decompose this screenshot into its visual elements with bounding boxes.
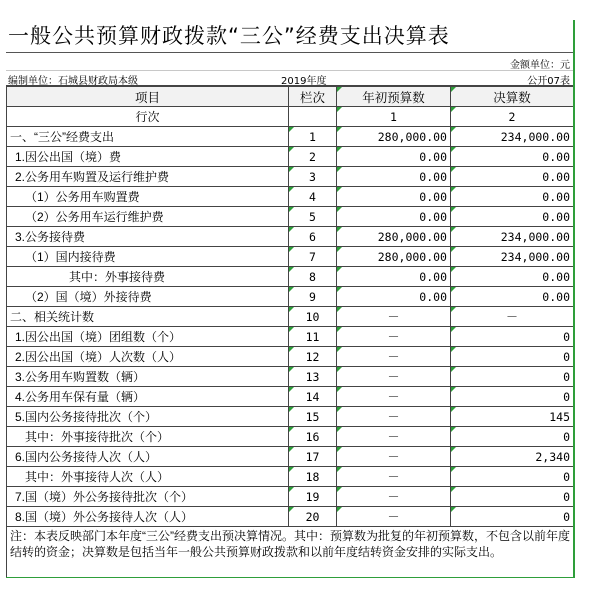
row-item: （2）公务用车运行维护费 — [7, 207, 289, 227]
row-col-no: 4 — [289, 187, 337, 207]
row-final: 234,000.00 — [451, 247, 574, 267]
row-budget: － — [337, 347, 451, 367]
meta-row — [6, 71, 573, 86]
row-final: 0.00 — [451, 207, 574, 227]
table-row — [7, 287, 574, 307]
row-budget: － — [337, 387, 451, 407]
row-item: 1.因公出国（境）费 — [7, 147, 289, 167]
row-col-no: 5 — [289, 207, 337, 227]
row-item: 4.公务用车保有量（辆） — [7, 387, 289, 407]
report-title: 一般公共预算财政拨款“三公”经费支出决算表 — [6, 20, 573, 53]
footnote: 注：本表反映部门本年度“三公”经费支出预决算情况。其中：预算数为批复的年初预算数，不包含以前年度结转的资金；决算数是包括当年一般公共预算财政拨款和以前年度结转资金安排的实际支出。 — [6, 527, 574, 578]
row-budget: － — [337, 447, 451, 467]
table-row — [7, 267, 574, 287]
index-row-empty — [289, 107, 337, 127]
row-item: 2.公务用车购置及运行维护费 — [7, 167, 289, 187]
header-budget: 年初预算数 — [337, 87, 451, 107]
row-final: 0.00 — [451, 147, 574, 167]
row-col-no: 13 — [289, 367, 337, 387]
row-col-no: 7 — [289, 247, 337, 267]
row-col-no: 11 — [289, 327, 337, 347]
row-budget: 0.00 — [337, 287, 451, 307]
row-final: － — [451, 307, 574, 327]
table-row — [7, 347, 574, 367]
index-row-label: 行次 — [7, 107, 289, 127]
row-col-no: 3 — [289, 167, 337, 187]
row-budget: － — [337, 327, 451, 347]
row-budget: － — [337, 407, 451, 427]
row-item: 2.因公出国（境）人次数（人） — [7, 347, 289, 367]
row-budget: － — [337, 507, 451, 527]
table-row — [7, 167, 574, 187]
amount-unit-row — [6, 53, 573, 71]
row-final: 0.00 — [451, 187, 574, 207]
table-row — [7, 407, 574, 427]
row-col-no: 12 — [289, 347, 337, 367]
table-row — [7, 187, 574, 207]
table-row — [7, 467, 574, 487]
row-final: 0.00 — [451, 167, 574, 187]
table-row — [7, 127, 574, 147]
row-final: 0 — [451, 347, 574, 367]
row-final: 0 — [451, 467, 574, 487]
expenditure-table — [6, 86, 574, 527]
row-budget: 0.00 — [337, 207, 451, 227]
row-item: 其中：外事接待费 — [7, 267, 289, 287]
frame-border-bottom — [6, 577, 575, 578]
index-row-budget: 1 — [337, 107, 451, 127]
row-col-no: 2 — [289, 147, 337, 167]
row-item: 8.国（境）外公务接待人次（人） — [7, 507, 289, 527]
table-row — [7, 227, 574, 247]
row-col-no: 16 — [289, 427, 337, 447]
row-budget: － — [337, 467, 451, 487]
row-item: 7.国（境）外公务接待批次（个） — [7, 487, 289, 507]
row-item: 二、相关统计数 — [7, 307, 289, 327]
row-budget: － — [337, 427, 451, 447]
row-final: 0 — [451, 427, 574, 447]
row-col-no: 15 — [289, 407, 337, 427]
row-item: 6.国内公务接待人次（人） — [7, 447, 289, 467]
row-budget: 0.00 — [337, 187, 451, 207]
row-final: 0 — [451, 507, 574, 527]
row-col-no: 1 — [289, 127, 337, 147]
row-item: （1）公务用车购置费 — [7, 187, 289, 207]
row-budget: 280,000.00 — [337, 127, 451, 147]
row-final: 2,340 — [451, 447, 574, 467]
row-item: 1.因公出国（境）团组数（个） — [7, 327, 289, 347]
fiscal-year: 2019年度 — [281, 76, 327, 87]
header-item: 项目 — [7, 87, 289, 107]
table-row — [7, 307, 574, 327]
row-item: 一、“三公”经费支出 — [7, 127, 289, 147]
row-final: 145 — [451, 407, 574, 427]
row-budget: 280,000.00 — [337, 227, 451, 247]
header-final: 决算数 — [451, 87, 574, 107]
row-final: 234,000.00 — [451, 227, 574, 247]
row-item: 3.公务用车购置数（辆） — [7, 367, 289, 387]
table-row — [7, 447, 574, 467]
row-final: 0 — [451, 367, 574, 387]
row-item: （1）国内接待费 — [7, 247, 289, 267]
frame-border-right — [573, 20, 575, 577]
row-col-no: 10 — [289, 307, 337, 327]
row-col-no: 19 — [289, 487, 337, 507]
row-col-no: 8 — [289, 267, 337, 287]
table-row — [7, 367, 574, 387]
table-row — [7, 247, 574, 267]
row-col-no: 6 — [289, 227, 337, 247]
row-budget: － — [337, 367, 451, 387]
row-budget: 0.00 — [337, 267, 451, 287]
row-budget: 0.00 — [337, 167, 451, 187]
row-final: 0.00 — [451, 267, 574, 287]
table-row — [7, 507, 574, 527]
table-row — [7, 327, 574, 347]
row-col-no: 17 — [289, 447, 337, 467]
row-budget: － — [337, 307, 451, 327]
spreadsheet-report — [6, 20, 573, 578]
table-row — [7, 207, 574, 227]
index-row-final: 2 — [451, 107, 574, 127]
row-col-no: 14 — [289, 387, 337, 407]
row-item: 其中：外事接待人次（人） — [7, 467, 289, 487]
row-item: （2）国（境）外接待费 — [7, 287, 289, 307]
amount-unit: 金额单位：元 — [510, 60, 570, 71]
row-budget: 280,000.00 — [337, 247, 451, 267]
header-col-no: 栏次 — [289, 87, 337, 107]
row-item: 3.公务接待费 — [7, 227, 289, 247]
row-budget: － — [337, 487, 451, 507]
table-code: 公开07表 — [527, 76, 570, 87]
row-final: 234,000.00 — [451, 127, 574, 147]
row-col-no: 20 — [289, 507, 337, 527]
row-col-no: 18 — [289, 467, 337, 487]
index-row — [7, 107, 574, 127]
row-final: 0 — [451, 387, 574, 407]
row-col-no: 9 — [289, 287, 337, 307]
compiling-unit: 编制单位：石城县财政局本级 — [8, 76, 138, 87]
row-final: 0 — [451, 487, 574, 507]
row-final: 0.00 — [451, 287, 574, 307]
table-row — [7, 387, 574, 407]
table-row — [7, 427, 574, 447]
table-row — [7, 487, 574, 507]
row-final: 0 — [451, 327, 574, 347]
table-row — [7, 147, 574, 167]
header-row — [7, 87, 574, 107]
row-item: 5.国内公务接待批次（个） — [7, 407, 289, 427]
row-item: 其中：外事接待批次（个） — [7, 427, 289, 447]
row-budget: 0.00 — [337, 147, 451, 167]
